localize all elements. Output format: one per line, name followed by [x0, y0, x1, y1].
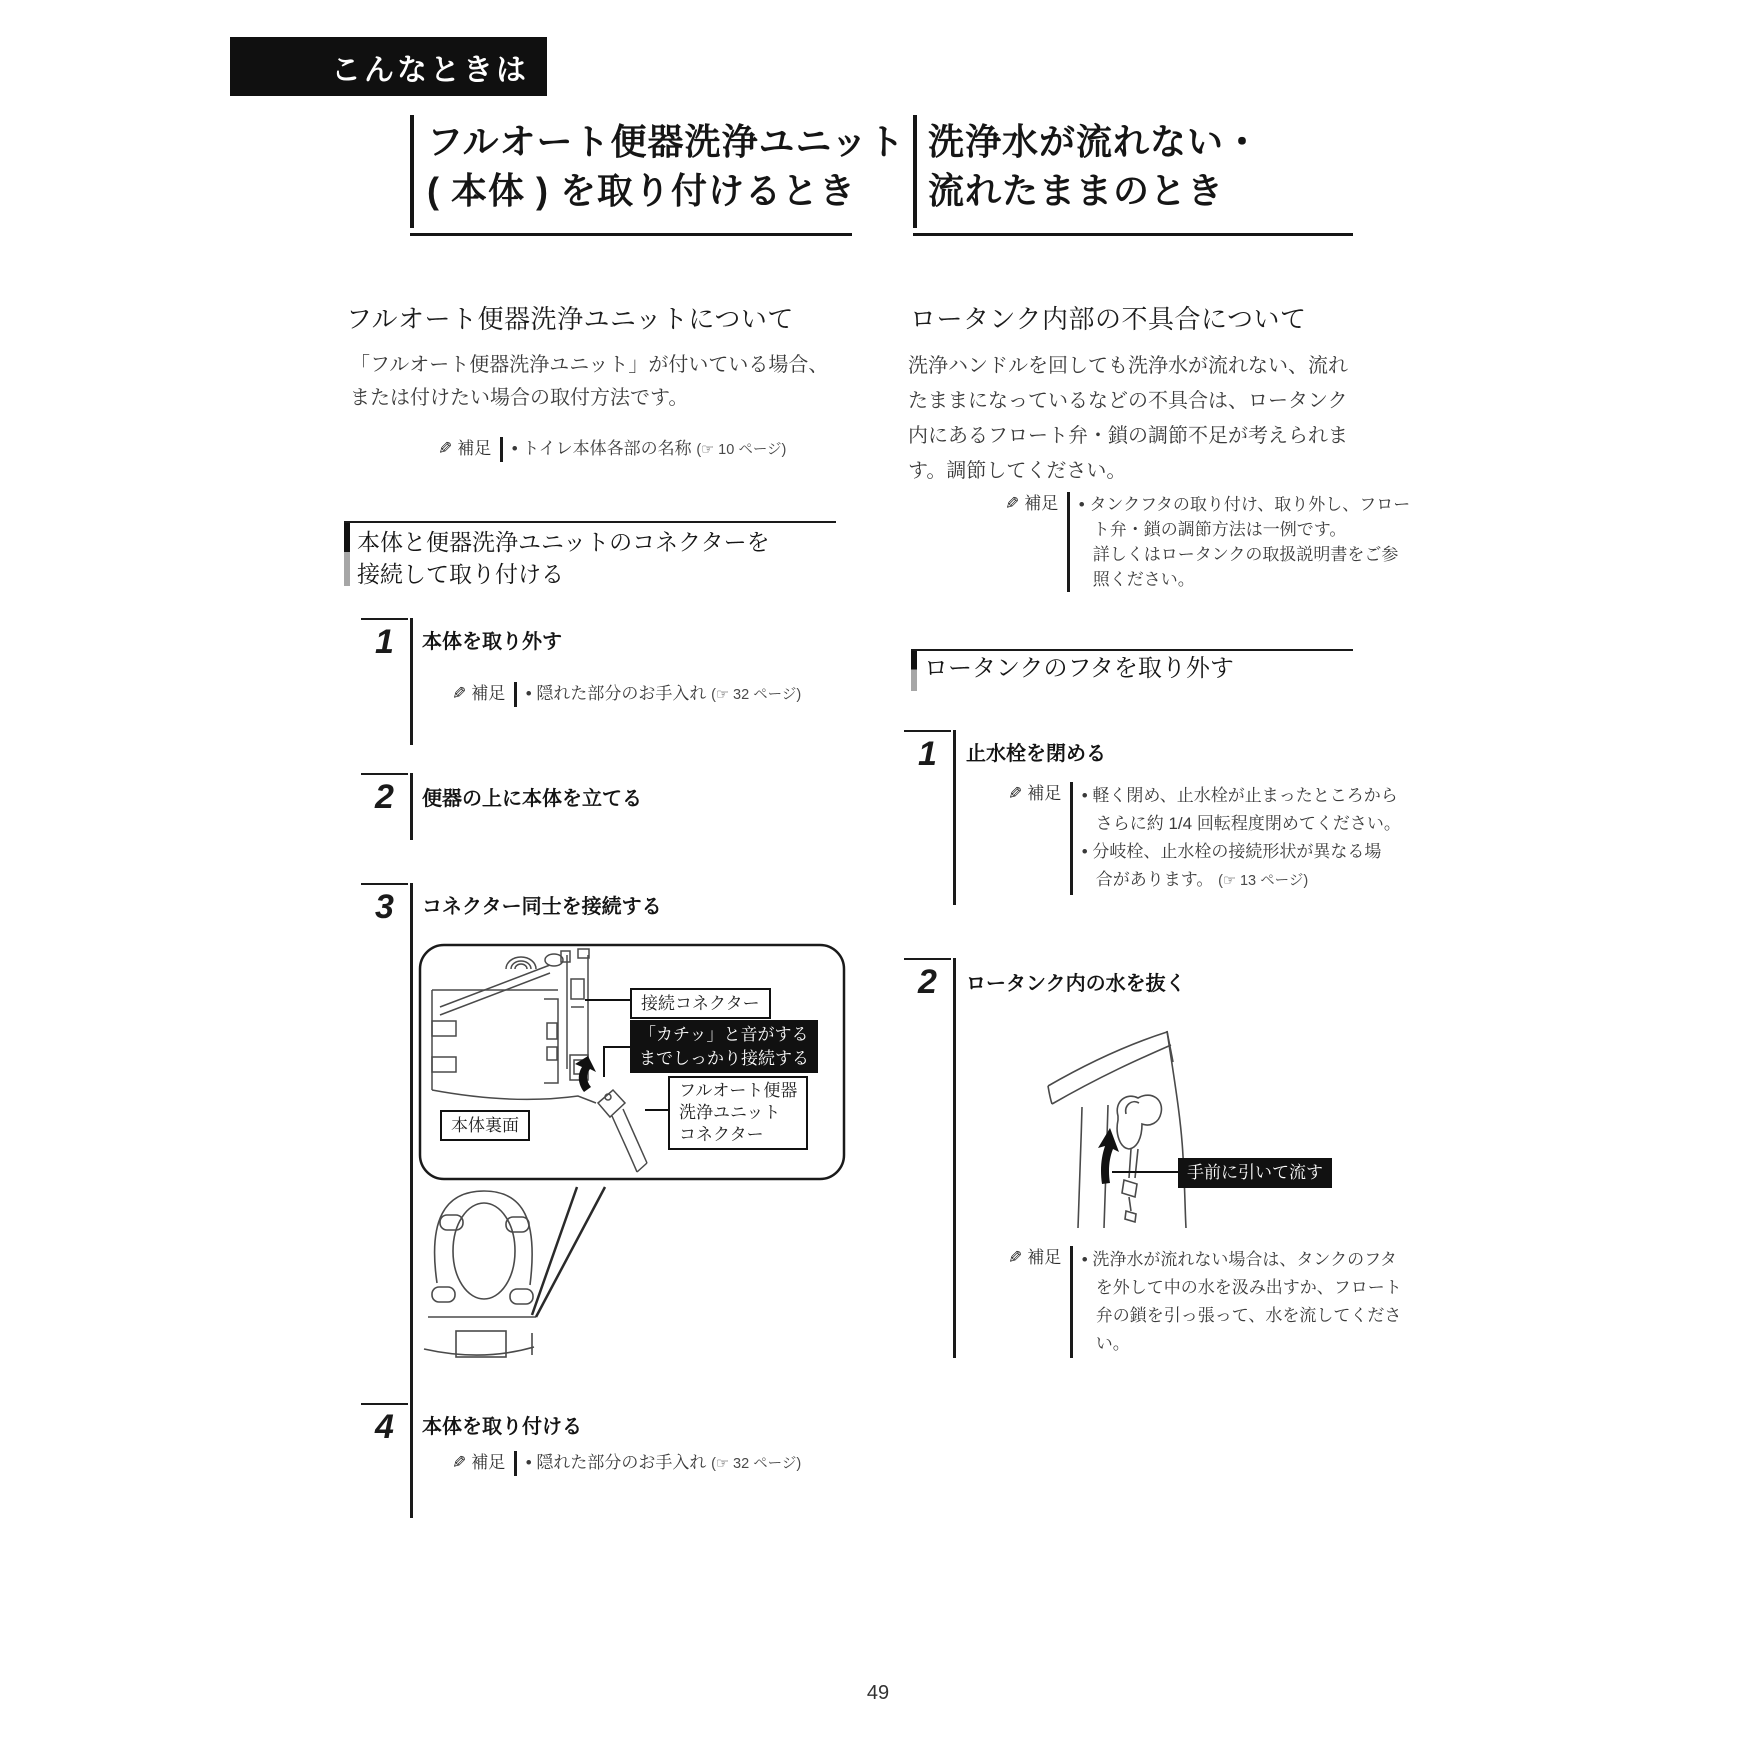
body-back-label: 本体裏面: [440, 1110, 530, 1141]
main-heading-left-line1: フルオート便器洗浄ユニット: [427, 121, 906, 162]
note-divider: [1070, 782, 1073, 895]
click-sound-label: 「カチッ」と音がする までしっかり接続する: [630, 1020, 818, 1073]
pencil-icon: ✎: [452, 684, 467, 703]
step-number: 3: [361, 883, 408, 927]
unit-connector-label: フルオート便器 洗浄ユニット コネクター: [668, 1076, 808, 1150]
note-text: • 軽く閉め、止水栓が止まったところから さらに約 1/4 回転程度閉めてください。 • 分岐栓、止水栓の接続形状が異なる場 合があります。 (☞ 13 ページ): [1081, 786, 1401, 889]
connect-procedure-heading: 本体と便器洗浄ユニットのコネクターを 接続して取り付ける: [357, 529, 770, 587]
note: [1005, 492, 1410, 592]
note-divider: [1067, 492, 1070, 592]
note: [452, 1451, 801, 1476]
pencil-icon: ✎: [1008, 1248, 1023, 1267]
page-number: 49: [866, 1682, 890, 1704]
step-title: 便器の上に本体を立てる: [422, 788, 642, 810]
pencil-icon: ✎: [438, 439, 453, 458]
main-heading-left: [427, 117, 905, 215]
connector-callout-label: 接続コネクター: [630, 988, 771, 1019]
pencil-icon: ✎: [452, 1453, 467, 1472]
section-banner: [230, 37, 547, 96]
page-ref: (☞ 13 ページ): [1218, 873, 1309, 889]
remove-lid-heading: ロータンクのフタを取り外す: [924, 655, 1234, 682]
pencil-icon: ✎: [1008, 784, 1023, 803]
about-unit-body-line2: または付けたい場合の取付方法です。: [350, 387, 689, 409]
step-number: 2: [361, 773, 408, 817]
step-title: 止水栓を閉める: [966, 743, 1106, 765]
note-text: • 洗浄水が流れない場合は、タンクのフタ を外して中の水を汲み出すか、フロート 弁の鎖を引っ張って、水を流してくださ い。: [1081, 1250, 1402, 1353]
main-heading-right-line1: 洗浄水が流れない・: [928, 121, 1262, 162]
note-text: • 隠れた部分のお手入れ (☞ 32 ページ): [525, 684, 802, 703]
step-title: コネクター同士を接続する: [422, 896, 662, 918]
tank-trouble-heading: ロータンク内部の不具合について: [910, 304, 1307, 334]
step-title: ロータンク内の水を抜く: [966, 973, 1186, 995]
note: [438, 437, 786, 462]
heading-accent-bar-right: [913, 115, 917, 228]
note-label: 補足: [471, 1453, 506, 1472]
step-number: 1: [361, 618, 408, 662]
note-label: 補足: [1027, 1248, 1062, 1267]
note-text: • 隠れた部分のお手入れ (☞ 32 ページ): [525, 1453, 802, 1472]
main-heading-right: [928, 117, 1261, 215]
tank-trouble-body: 洗浄ハンドルを回しても洗浄水が流れない、流れ たままになっているなどの不具合は、ロータンク 内にあるフロート弁・鎖の調節不足が考えられま す。調節してください。: [908, 355, 1348, 482]
note: [1008, 782, 1401, 895]
tank-diagram: [1040, 1028, 1340, 1230]
note-divider: [1070, 1246, 1073, 1358]
note-label: 補足: [457, 439, 492, 458]
note-text: • タンクフタの取り付け、取り外し、フロー ト弁・鎖の調節方法は一例です。 詳しくはロータンクの取扱説明書をご参 照ください。: [1078, 495, 1411, 589]
step-number: 4: [361, 1403, 408, 1447]
step-rule: [410, 618, 413, 745]
note: [1008, 1246, 1402, 1358]
page-ref: (☞ 32 ページ): [711, 1456, 802, 1472]
heading-rule-right: [913, 233, 1353, 236]
step-number: 2: [904, 958, 951, 1002]
step-title: 本体を取り付ける: [422, 1416, 582, 1438]
note: [452, 682, 801, 707]
note-divider: [500, 437, 503, 462]
page-ref: (☞ 32 ページ): [711, 687, 802, 703]
about-unit-body: [350, 349, 828, 415]
note-divider: [514, 682, 517, 707]
step-rule: [953, 958, 956, 1358]
note-label: 補足: [1027, 784, 1062, 803]
page-ref: (☞ 10 ページ): [696, 442, 787, 458]
step-rule: [953, 730, 956, 905]
step-title: 本体を取り外す: [422, 631, 562, 653]
note-label: 補足: [1024, 494, 1059, 513]
step-rule: [410, 883, 413, 1413]
banner-text: こんなときは: [331, 53, 529, 87]
step-rule: [410, 773, 413, 840]
note-divider: [514, 1451, 517, 1476]
step-number: 1: [904, 730, 951, 774]
subsection-bar-left: [344, 523, 350, 586]
note-text: • トイレ本体各部の名称 (☞ 10 ページ): [511, 439, 787, 458]
step-rule: [410, 1403, 413, 1518]
pencil-icon: ✎: [1005, 494, 1020, 513]
heading-rule-left: [410, 233, 852, 236]
subsection-bar-right: [911, 651, 917, 691]
flush-handle-label: 手前に引いて流す: [1178, 1158, 1332, 1188]
main-heading-left-line2: ( 本体 ) を取り付けるとき: [427, 170, 856, 211]
about-unit-body-line1: 「フルオート便器洗浄ユニット」が付いている場合、: [350, 354, 829, 376]
about-unit-heading: フルオート便器洗浄ユニットについて: [346, 304, 794, 334]
subsection-rule-left: [344, 521, 836, 523]
main-heading-right-line2: 流れたままのとき: [928, 170, 1225, 211]
note-label: 補足: [471, 684, 506, 703]
heading-accent-bar-left: [410, 115, 414, 228]
subsection-rule-right: [911, 649, 1353, 651]
